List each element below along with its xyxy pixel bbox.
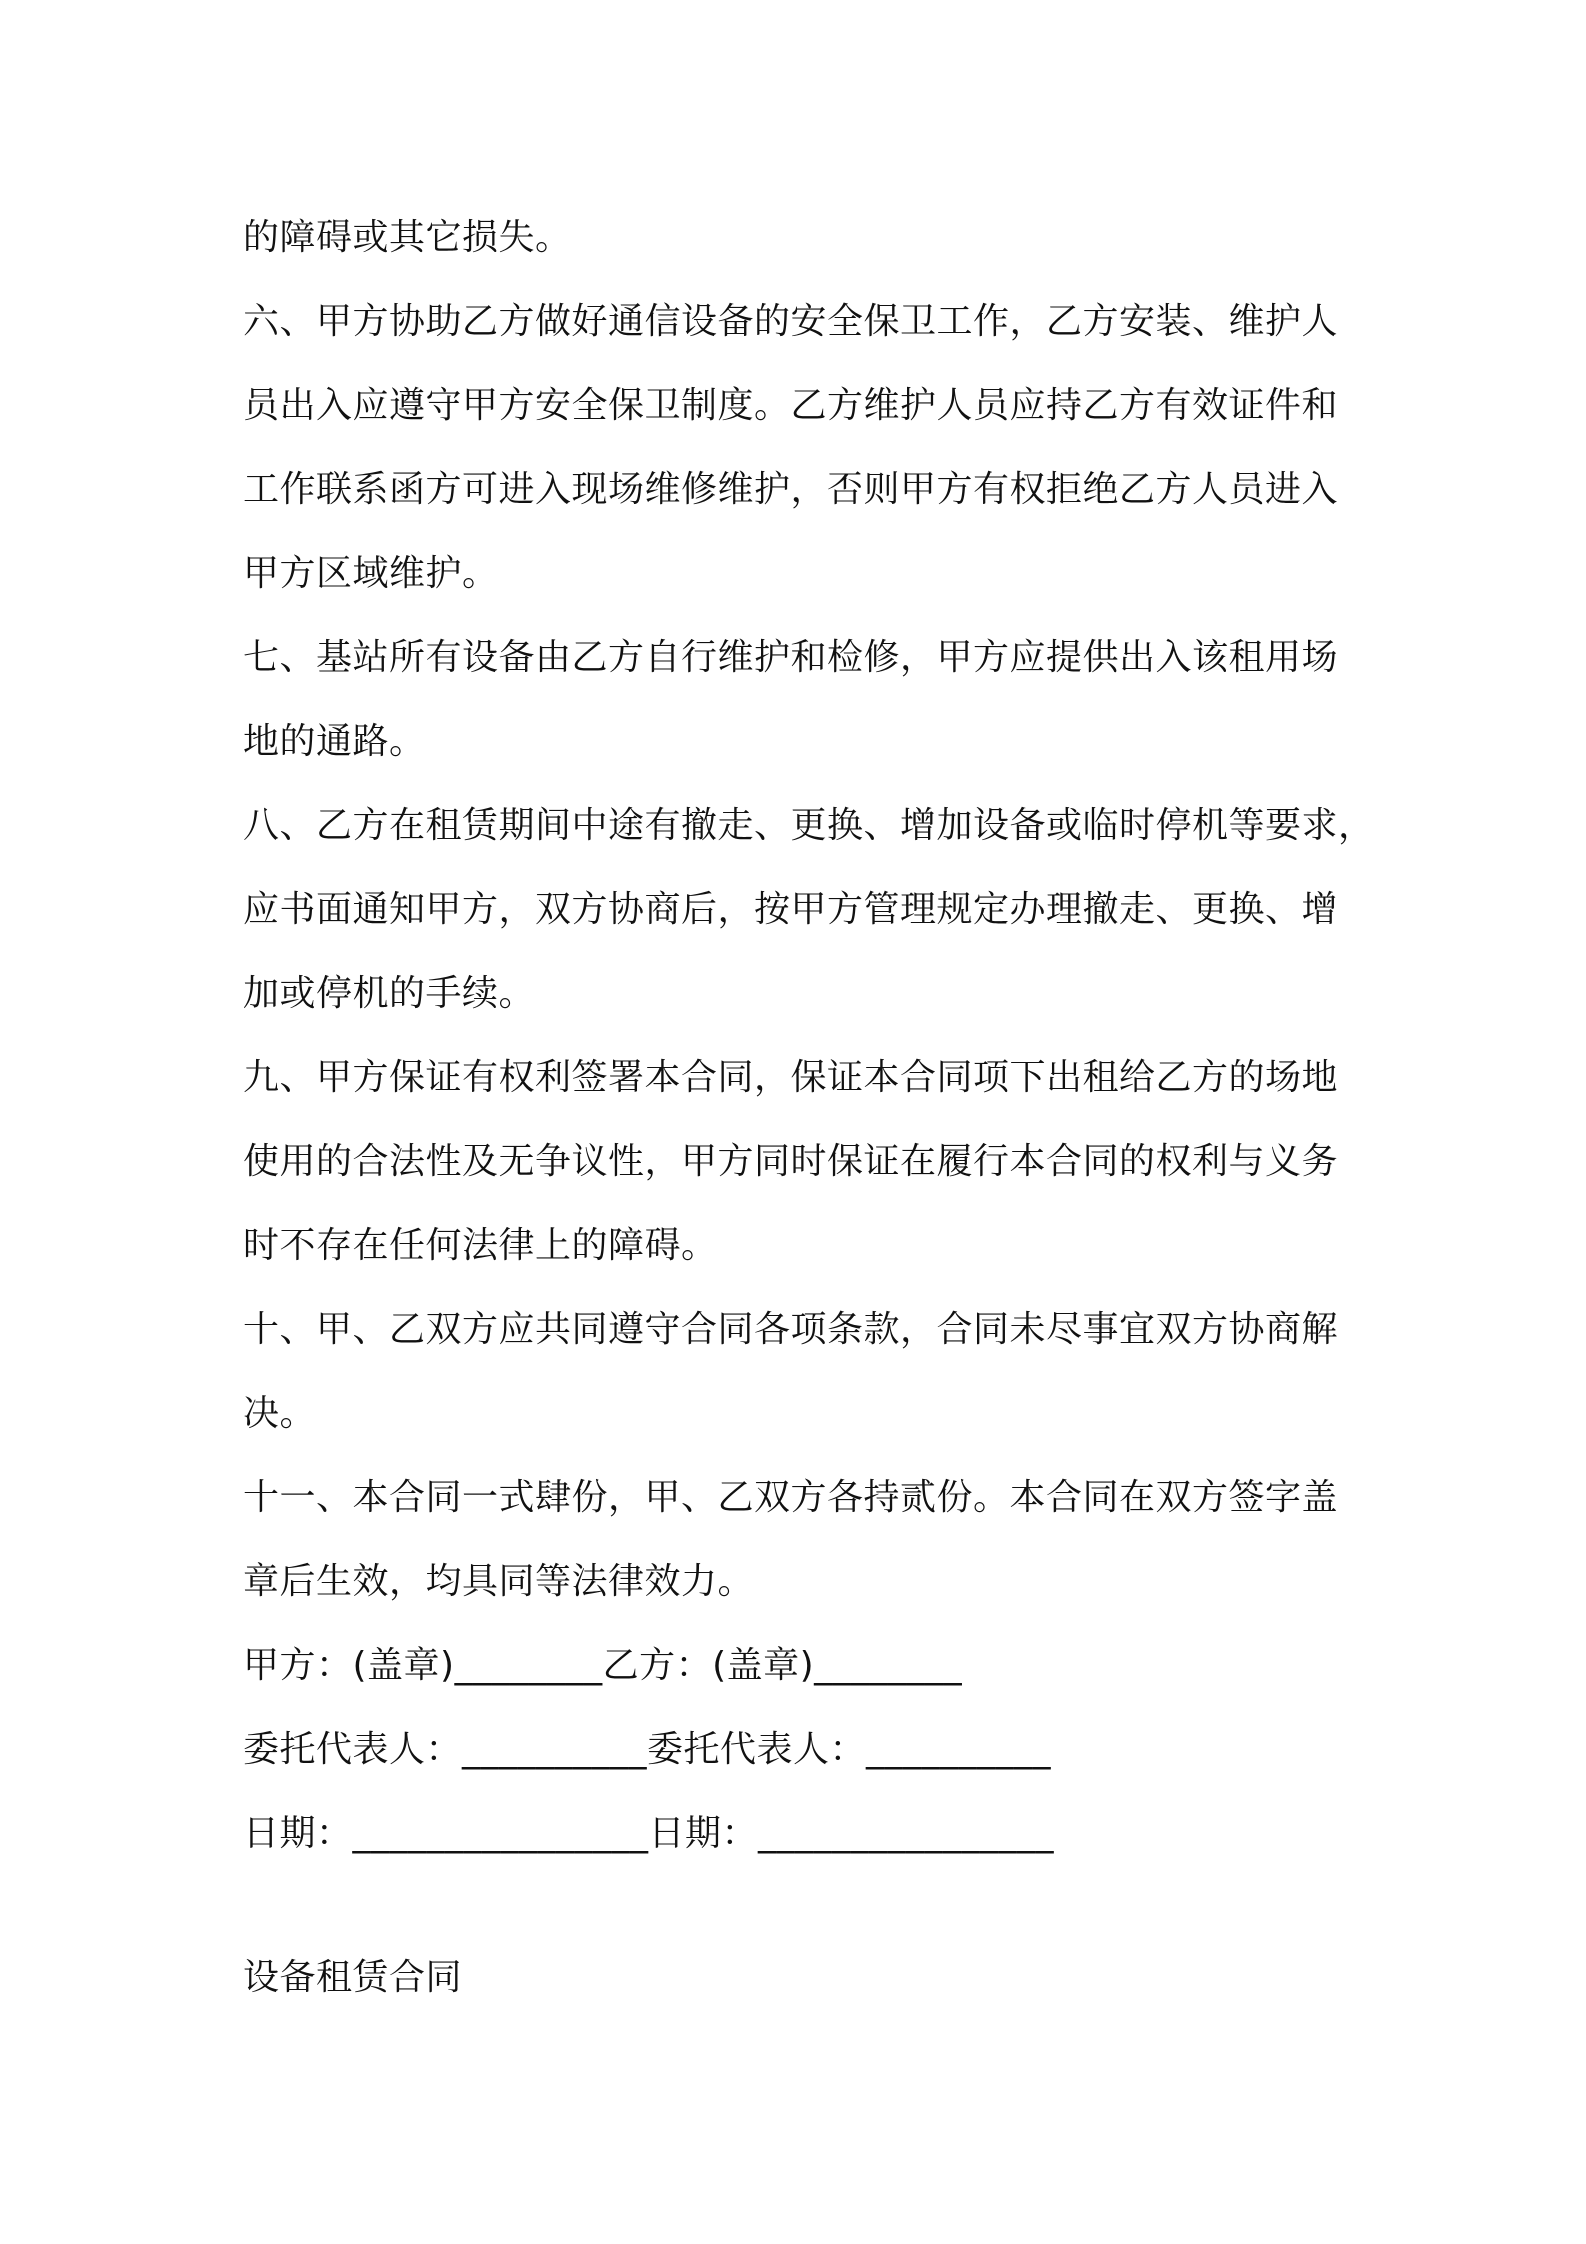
section-spacer bbox=[243, 1876, 1355, 1936]
text-line-13: 时不存在任何法律上的障碍。 bbox=[243, 1225, 718, 1266]
text-line-4: 工作联系函方可进入现场维修维护，否则甲方有权拒绝乙方人员进入 bbox=[243, 469, 1339, 510]
text-line-10: 加或停机的手续。 bbox=[243, 973, 536, 1014]
text-line-17: 章后生效，均具同等法律效力。 bbox=[243, 1561, 755, 1602]
text-line-9: 应书面通知甲方，双方协商后，按甲方管理规定办理撤走、更换、增 bbox=[243, 889, 1339, 930]
signature-representative-line: 委托代表人：__________委托代表人：__________ bbox=[243, 1729, 1052, 1770]
text-line-5: 甲方区域维护。 bbox=[243, 553, 499, 594]
text-line-3: 员出入应遵守甲方安全保卫制度。乙方维护人员应持乙方有效证件和 bbox=[243, 385, 1339, 426]
text-line-14: 十、甲、乙双方应共同遵守合同各项条款，合同未尽事宜双方协商解 bbox=[243, 1309, 1339, 1350]
document-body bbox=[243, 196, 1375, 2020]
text-line-8: 八、乙方在租赁期间中途有撤走、更换、增加设备或临时停机等要求， bbox=[243, 805, 1375, 846]
text-line-1: 的障碍或其它损失。 bbox=[243, 217, 572, 258]
signature-party-line: 甲方：(盖章)________乙方：(盖章)________ bbox=[243, 1645, 963, 1686]
next-contract-title: 设备租赁合同 bbox=[243, 1957, 463, 1998]
text-line-15: 决。 bbox=[243, 1393, 317, 1434]
text-line-16: 十一、本合同一式肆份，甲、乙双方各持贰份。本合同在双方签字盖 bbox=[243, 1477, 1339, 1518]
signature-date-line: 日期：________________日期：________________ bbox=[243, 1813, 1055, 1854]
text-line-2: 六、甲方协助乙方做好通信设备的安全保卫工作，乙方安装、维护人 bbox=[243, 301, 1339, 342]
text-line-12: 使用的合法性及无争议性，甲方同时保证在履行本合同的权利与义务 bbox=[243, 1141, 1339, 1182]
text-line-6: 七、基站所有设备由乙方自行维护和检修，甲方应提供出入该租用场 bbox=[243, 637, 1339, 678]
text-line-11: 九、甲方保证有权利签署本合同，保证本合同项下出租给乙方的场地 bbox=[243, 1057, 1339, 1098]
text-line-7: 地的通路。 bbox=[243, 721, 426, 762]
